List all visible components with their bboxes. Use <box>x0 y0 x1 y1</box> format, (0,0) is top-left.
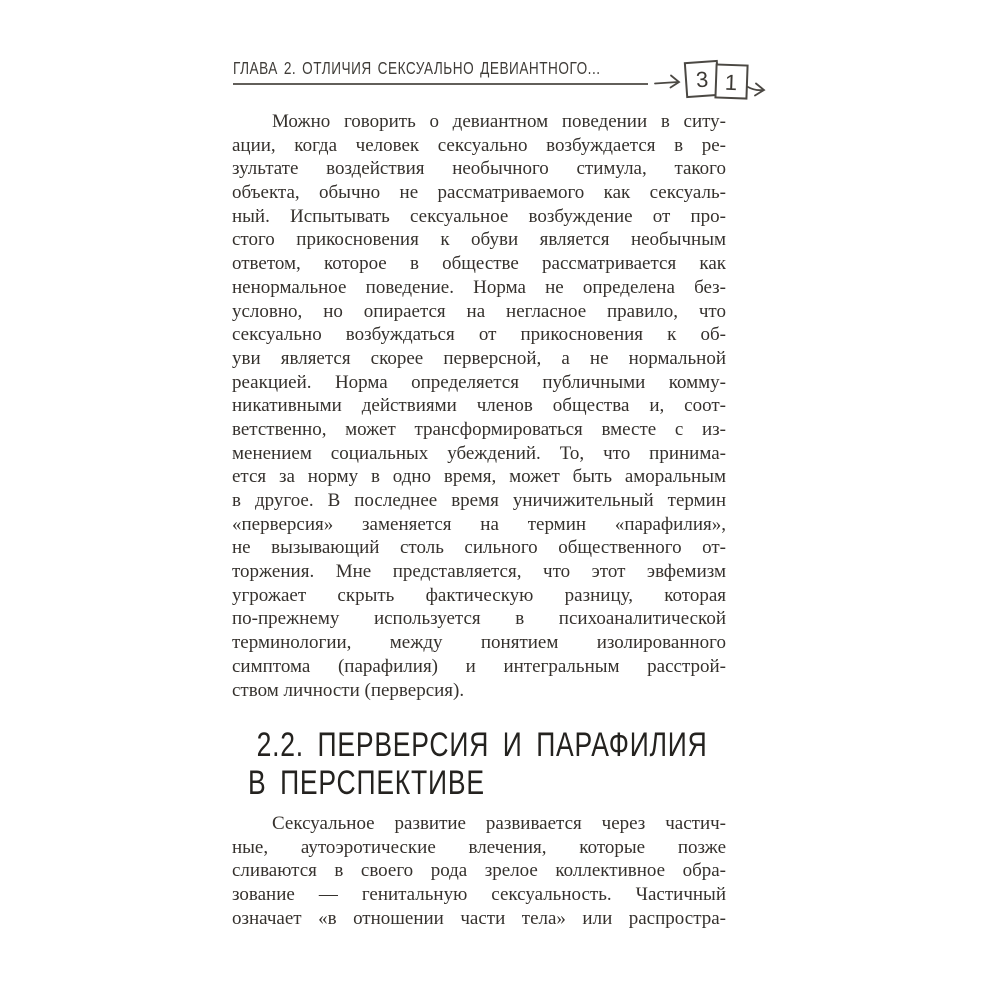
text-line: сексуально возбуждаться от прикосновения к об- <box>232 324 726 346</box>
text-line: зультате воздействия необычного стимула, такого <box>232 158 726 180</box>
text-line: Можно говорить о девиантном поведении в ситу- <box>272 111 726 132</box>
text-line: сливаются в своего рода зрелое коллективное обра- <box>232 860 726 882</box>
text-line: торжения. Мне представляется, что этот эвфемизм <box>232 561 726 583</box>
text-line: ветственно, может трансформироваться вместе с из- <box>232 418 726 440</box>
text-line: ации, когда человек сексуально возбуждается в ре- <box>232 134 726 156</box>
text-line: реакцией. Норма определяется публичными комму- <box>232 371 726 393</box>
text-line: ством личности (перверсия). <box>232 679 465 701</box>
text-line: по-прежнему используется в психоаналитической <box>232 608 726 630</box>
paragraph <box>232 812 726 930</box>
page-digit: 1 <box>724 69 738 96</box>
page-digit-box-1 <box>685 61 719 97</box>
arrow-right-icon <box>655 76 679 88</box>
paragraph <box>232 110 726 702</box>
text-line: симптома (парафилия) и интегральным расстрой- <box>232 655 726 677</box>
text-line: уви является скорее перверсной, а не нормальной <box>232 347 726 369</box>
text-line: Сексуальное развитие развивается через частич- <box>272 813 726 834</box>
text-line: угрожает скрыть фактическую разницу, которая <box>232 584 726 606</box>
page-number-marker <box>230 50 770 108</box>
text-line: не вызывающий столь сильного общественного от- <box>232 537 726 559</box>
section-heading-line: В ПЕРСПЕКТИВЕ <box>248 763 485 802</box>
text-line: означает «в отношении части тела» или распростра- <box>232 907 726 929</box>
running-head-title: ГЛАВА 2. ОТЛИЧИЯ СЕКСУАЛЬНО ДЕВИАНТНОГО... <box>233 60 601 79</box>
text-line: ный. Испытывать сексуальное возбуждение от про- <box>232 205 726 227</box>
arrow-right-icon <box>748 84 764 96</box>
text-line: условно, но опирается на негласное правило, что <box>232 300 726 322</box>
text-line: менением социальных убеждений. То, что принима- <box>232 442 726 464</box>
text-line: «перверсия» заменяется на термин «парафилия», <box>232 513 726 535</box>
text-line: объекта, обычно не рассматриваемого как сексуаль- <box>232 182 726 204</box>
text-line: ется за норму в одно время, может быть аморальным <box>232 466 726 488</box>
text-line: никативными действиями членов общества и, соот- <box>232 395 726 417</box>
page-digit: 3 <box>695 66 710 93</box>
section-heading-line: 2.2. ПЕРВЕРСИЯ И ПАРАФИЛИЯ <box>256 726 708 764</box>
text-line: зование — генитальную сексуальность. Частичный <box>232 884 726 906</box>
text-line: ненормальное поведение. Норма не определена без- <box>232 276 726 298</box>
text-line: терминологии, между понятием изолированного <box>232 632 726 654</box>
text-line: в другое. В последнее время уничижительный термин <box>232 490 726 511</box>
text-line: ответом, которое в обществе рассматривается как <box>232 253 726 275</box>
section-heading <box>248 727 708 802</box>
text-line: стого прикосновения к обуви является необычным <box>232 229 726 251</box>
page-digit-box-2 <box>715 64 747 98</box>
text-line: ные, аутоэротические влечения, которые позже <box>232 836 726 858</box>
